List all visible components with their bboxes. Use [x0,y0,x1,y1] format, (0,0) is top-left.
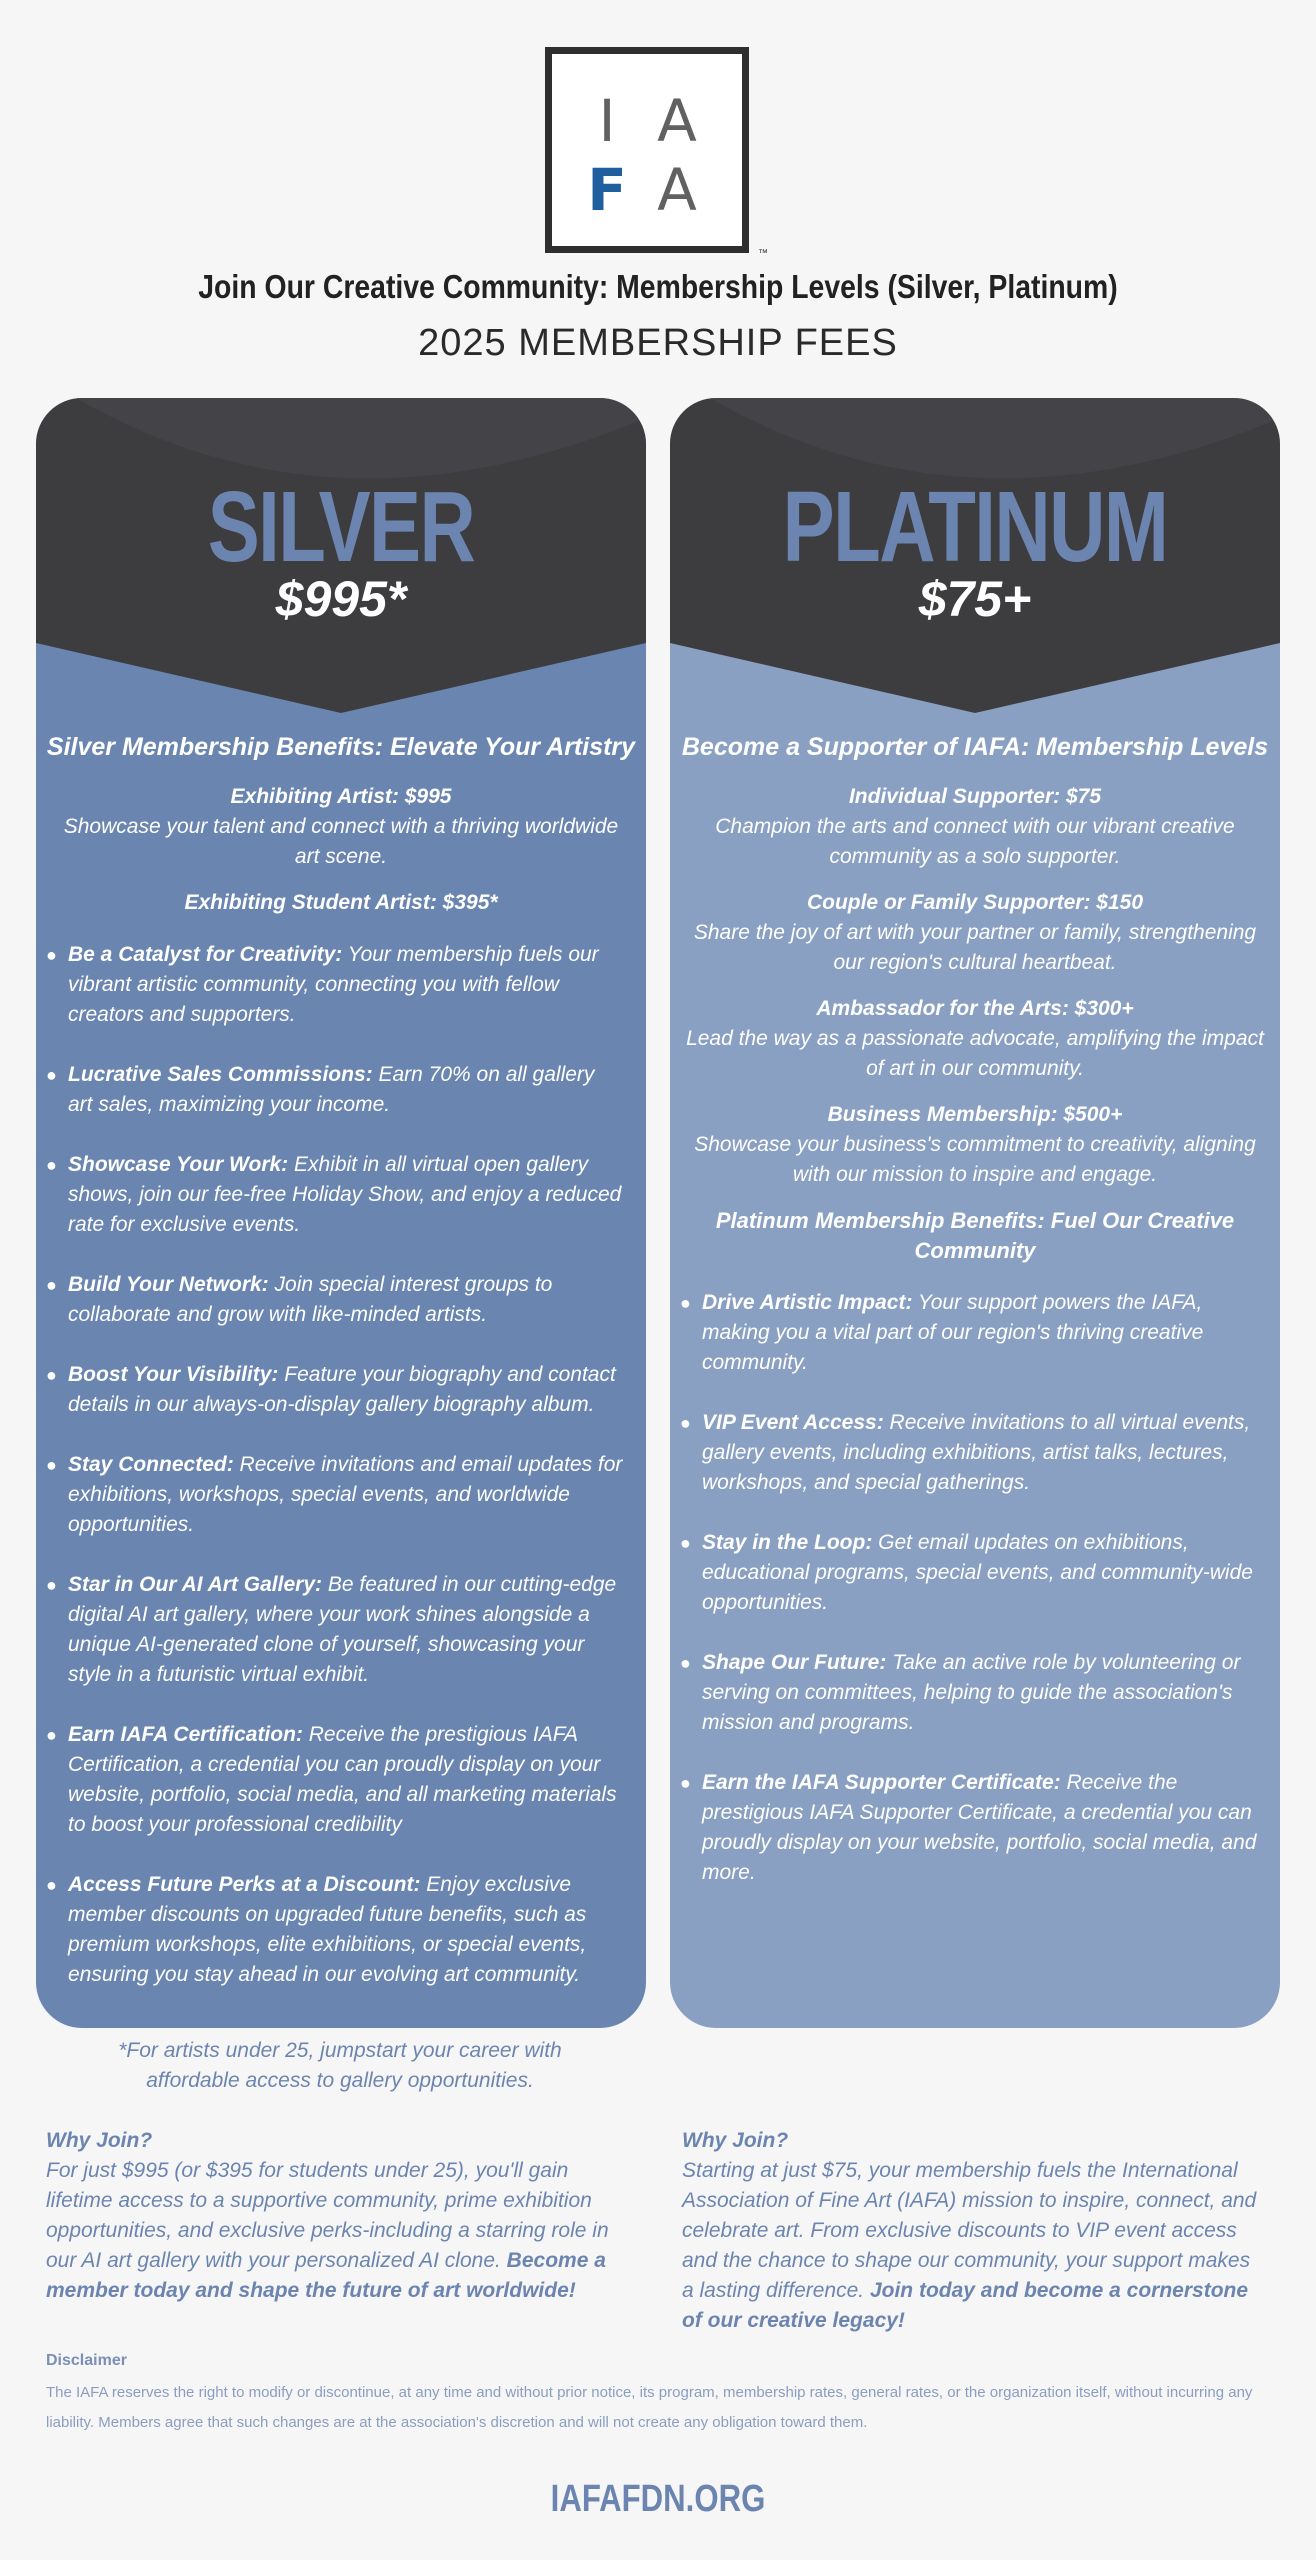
why-join-cta: Join today and become a cornerstone of our creative legacy! [682,2279,1249,2332]
benefit-title: Earn IAFA Certification: [68,1723,303,1746]
platinum-tier-name: PLATINUM [782,471,1168,583]
list-item [680,1408,1258,1498]
benefit-text: Take an active role by volunteering or serving on committees, helping to guide the association's mission and programs. [702,1651,1241,1734]
why-join-body: Starting at just $75, your membership fuels the International Association of Fine Art (IAFA) mission to inspire, connect, and celebrate art. From exclusive discounts to VIP event access and the chance to shape our community, your support makes a lasting difference. [682,2159,1257,2302]
tier-name: Exhibiting Artist: $995 [230,785,452,808]
list-item [46,1150,624,1240]
why-join-body: For just $995 (or $395 for students under 25), you'll gain lifetime access to a supportive community, prime exhibition opportunities, and exclusive perks-including a starring role in our AI art gallery with your personalized AI clone. [46,2159,609,2272]
list-item [46,1450,624,1540]
silver-card-body [36,733,646,2020]
tier-name: Individual Supporter: $75 [848,785,1102,808]
silver-card [36,398,646,2028]
list-item [680,1648,1258,1738]
benefit-text: Receive invitations to all virtual events, gallery events, including exhibitions, artist talks, lectures, workshops, and special gatherings. [702,1411,1251,1494]
platinum-tier-2 [684,994,1266,1084]
list-item [46,940,624,1030]
website-link[interactable]: IAFAFDN.ORG [550,2478,766,2520]
platinum-benefits-subhead: Platinum Membership Benefits: Fuel Our Creative Community [715,1208,1235,1263]
benefit-text: Enjoy exclusive member discounts on upgraded future benefits, such as premium workshops, elite exhibitions, or special events, ensuring you stay ahead in our evolving art community. [68,1873,587,1986]
tier-desc: Champion the arts and connect with our vibrant creative community as a solo supporter. [715,815,1235,868]
benefit-title: Shape Our Future: [702,1651,887,1674]
silver-tier-name: SILVER [207,471,475,583]
why-join-heading: Why Join? [682,2129,789,2152]
platinum-why-join [682,2126,1262,2336]
benefit-text: Receive invitations and email updates for exhibitions, workshops, special events, and worldwide opportunities. [68,1453,623,1536]
list-item [680,1528,1258,1618]
silver-footnote: *For artists under 25, jumpstart your career with affordable access to gallery opportunities. [118,2039,562,2092]
platinum-card-body [670,733,1280,1918]
list-item [46,1060,624,1120]
tier-desc: Lead the way as a passionate advocate, amplifying the impact of art in our community. [686,1027,1264,1080]
benefit-title: Showcase Your Work: [68,1153,289,1176]
tier-desc: Showcase your talent and connect with a thriving worldwide art scene. [63,815,619,868]
benefit-text: Join special interest groups to collaborate and grow with like-minded artists. [68,1273,553,1326]
list-item [46,1870,624,1990]
benefit-title: Stay Connected: [68,1453,234,1476]
logo-letter: F [587,156,627,224]
list-item [46,1720,624,1840]
list-item [680,1288,1258,1378]
platinum-benefits-title: Become a Supporter of IAFA: Membership Levels [681,733,1269,761]
page-subtitle: 2025 MEMBERSHIP FEES [418,322,898,364]
page-title: Join Our Creative Community: Membership Levels (Silver, Platinum) [198,268,1118,305]
benefit-text: Exhibit in all virtual open gallery shows, join our fee-free Holiday Show, and enjoy a reduced rate for exclusive events. [68,1153,622,1236]
benefit-text: Your membership fuels our vibrant artistic community, connecting you with fellow creators and supporters. [68,943,599,1026]
platinum-card-header [670,398,1280,718]
list-item [680,1768,1258,1888]
platinum-tier-0 [684,782,1266,872]
disclaimer-text: The IAFA reserves the right to modify or discontinue, at any time and without prior notice, its program, membership rates, general rates, or the organization itself, without incurring any liability. Members agree that such changes are at the association's discretion and will not create any obligation toward them. [46,2384,1253,2431]
platinum-card [670,398,1280,2028]
benefit-title: Drive Artistic Impact: [702,1291,913,1314]
benefit-title: Be a Catalyst for Creativity: [68,943,343,966]
benefit-title: Stay in the Loop: [702,1531,873,1554]
silver-tier-1 [50,888,632,918]
disclaimer [46,2352,1276,2438]
list-item [46,1570,624,1690]
logo-letter: A [657,156,697,224]
benefit-title: Build Your Network: [68,1273,269,1296]
benefit-text: Receive the prestigious IAFA Certification, a credential you can proudly display on your website, portfolio, social media, and all marketing materials to boost your professional credibility [68,1723,617,1836]
benefit-title: Earn the IAFA Supporter Certificate: [702,1771,1061,1794]
why-join-text [682,2156,1262,2336]
benefit-text: Feature your biography and contact details in our always-on-display gallery biography album. [68,1363,616,1416]
benefit-text: Earn 70% on all gallery art sales, maximizing your income. [68,1063,595,1116]
iafa-logo [545,47,749,253]
silver-benefits-list [36,940,646,1990]
platinum-price: $75+ [918,571,1032,627]
list-item [46,1270,624,1330]
silver-benefits-title: Silver Membership Benefits: Elevate Your Artistry [46,733,636,761]
platinum-benefits-list [670,1288,1280,1888]
logo-letter: I [598,87,616,155]
benefit-text: Your support powers the IAFA, making you a vital part of our region's thriving creative community. [702,1291,1204,1374]
tier-name: Business Membership: $500+ [827,1103,1123,1126]
tier-desc: Showcase your business's commitment to creativity, aligning with our mission to inspire and engage. [694,1133,1256,1186]
disclaimer-heading: Disclaimer [46,2352,127,2369]
why-join-cta: Become a member today and shape the future of art worldwide! [46,2249,606,2302]
silver-card-header [36,398,646,718]
benefit-text: Receive the prestigious IAFA Supporter Certificate, a credential you can proudly display on your website, portfolio, social media, and more. [702,1771,1257,1884]
trademark-mark: ™ [758,248,768,259]
silver-price: $995* [275,571,407,627]
tier-desc: Share the joy of art with your partner or family, strengthening our region's cultural heartbeat. [693,921,1257,974]
benefit-title: Boost Your Visibility: [68,1363,279,1386]
benefit-title: Access Future Perks at a Discount: [68,1873,421,1896]
tier-name: Ambassador for the Arts: $300+ [816,997,1134,1020]
why-join-heading: Why Join? [46,2129,153,2152]
benefit-title: Star in Our AI Art Gallery: [68,1573,322,1596]
tier-name: Exhibiting Student Artist: $395* [184,891,498,914]
logo-letter: A [657,87,697,155]
silver-tier-0 [50,782,632,872]
why-join-text [46,2156,626,2306]
list-item [46,1360,624,1420]
benefit-title: VIP Event Access: [702,1411,884,1434]
benefit-title: Lucrative Sales Commissions: [68,1063,373,1086]
platinum-tier-1 [684,888,1266,978]
silver-why-join [46,2126,626,2306]
platinum-tier-3 [684,1100,1266,1190]
benefit-text: Be featured in our cutting-edge digital AI art gallery, where your work shines alongside a unique AI-generated clone of yourself, showcasing your style in a futuristic virtual exhibit. [68,1573,617,1686]
benefit-text: Get email updates on exhibitions, educational programs, special events, and community-wide opportunities. [702,1531,1253,1614]
tier-name: Couple or Family Supporter: $150 [806,891,1144,914]
